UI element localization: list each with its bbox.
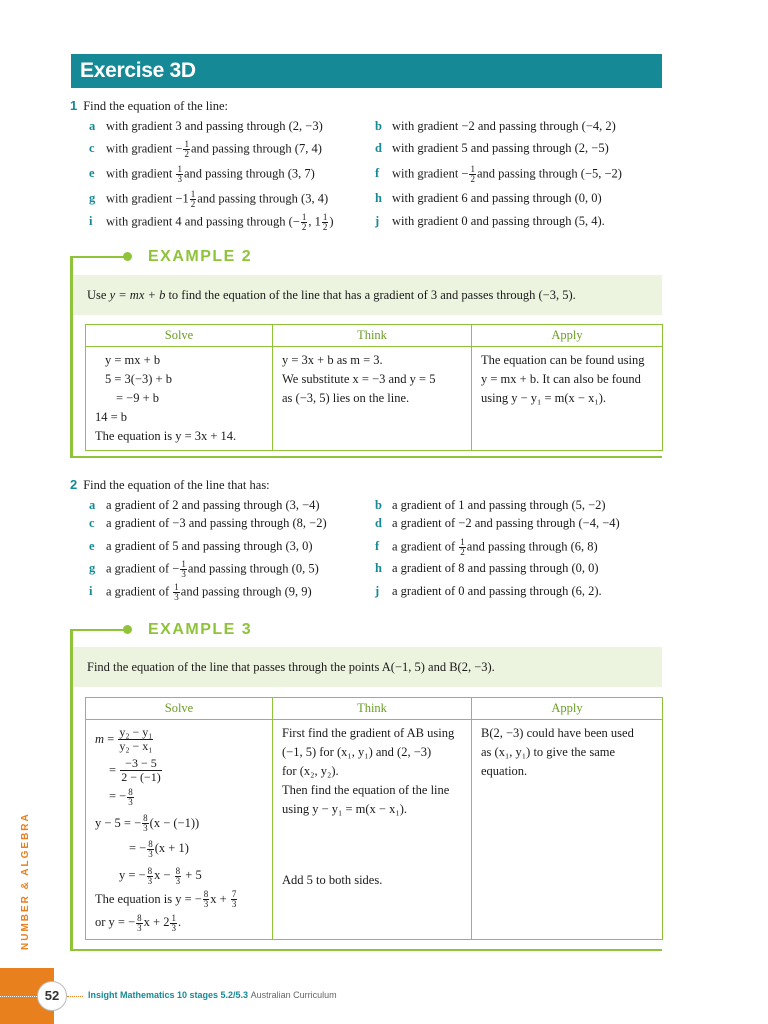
solve-line: = −9 + b [116, 391, 160, 405]
fraction: $\frac{1}{2}$ [470, 164, 475, 184]
think-line: Add 5 to both sides. [282, 873, 383, 887]
question-1-header [70, 98, 228, 114]
example-2-bottom-border [70, 456, 662, 458]
example-2-topline [70, 256, 128, 258]
solve-line: y = mx + b [105, 353, 161, 367]
question-number: 1 [70, 98, 78, 113]
question-part-h: h a gradient of 8 and passing through (0, 0) [375, 561, 599, 575]
question-part-a: a a gradient of 2 and passing through (3, −4) [89, 498, 320, 512]
part-label: h [375, 561, 382, 575]
example-3-topline [70, 629, 128, 631]
solve-line: = −3 − 5 2 − (−1) [109, 755, 161, 784]
example-3-table [85, 697, 663, 940]
question-part-e: e a gradient of 5 and passing through (3, 0) [89, 539, 313, 553]
apply-cell [472, 347, 663, 451]
think-line: as (−3, 5) lies on the line. [282, 391, 410, 405]
fraction: $\frac{1}{2}$ [184, 139, 189, 159]
apply-header: Apply [472, 325, 663, 347]
fraction: $\frac{1}{3}$ [181, 559, 186, 579]
fraction: $\frac{1}{3}$ [177, 164, 182, 184]
question-part-b: b a gradient of 1 and passing through (5, −2) [375, 498, 606, 512]
example-2-table [85, 324, 663, 451]
question-part-c: c a gradient of −3 and passing through (8, −2) [89, 516, 327, 530]
solve-line: 5 = 3(−3) + b [105, 372, 172, 386]
solve-header: Solve [86, 698, 273, 720]
question-part-e: e with gradient $\frac{1}{3}$ and passing through (3, 7) [89, 164, 315, 184]
example-2-title: EXAMPLE 2 [148, 248, 253, 265]
part-label: a [89, 119, 96, 133]
question-2-header [70, 477, 270, 493]
gradient-fraction: y₂ − y₁ y₂ − x₁ [119, 724, 153, 753]
question-part-h: h with gradient 6 and passing through (0, 0) [375, 191, 602, 205]
solve-header: Solve [86, 325, 273, 347]
strand-label: NUMBER & ALGEBRA [20, 812, 31, 950]
question-text: Find the equation of the line: [83, 99, 228, 113]
solve-line: The equation is y = − $\frac{8}{3}$ x + $\frac{7}{3}$ [95, 889, 237, 910]
solve-cell [86, 720, 273, 940]
question-part-a: a with gradient 3 and passing through (2, −3) [89, 119, 323, 133]
part-label: b [375, 119, 382, 133]
apply-line: as (x₁, y₁) to give the same [481, 745, 616, 759]
think-header: Think [273, 325, 472, 347]
solve-line: y = − $\frac{8}{3}$ x − $\frac{8}{3}$ + 5 [119, 865, 202, 886]
question-part-i: i a gradient of $\frac{1}{3}$ and passing through (9, 9) [89, 582, 312, 602]
part-label: g [89, 561, 96, 576]
think-cell [273, 347, 472, 451]
think-line: (−1, 5) for (x₁, y₁) and (2, −3) [282, 745, 432, 759]
example-3-title: EXAMPLE 3 [148, 621, 253, 638]
apply-line: B(2, −3) could have been used [481, 726, 634, 740]
part-label: g [89, 191, 96, 206]
think-line: We substitute x = −3 and y = 5 [282, 372, 436, 386]
solve-line: 14 = b [95, 410, 128, 424]
solve-line: m = y₂ − y₁ y₂ − x₁ [95, 724, 153, 753]
part-label: c [89, 516, 95, 530]
solve-cell [86, 347, 273, 451]
fraction: $\frac{1}{2}$ [460, 537, 465, 557]
question-part-d: d with gradient 5 and passing through (2, −5) [375, 141, 609, 155]
example-3-bottom-border [70, 949, 662, 951]
part-label: c [89, 141, 95, 156]
question-part-b: b with gradient −2 and passing through (−4, 2) [375, 119, 616, 133]
question-part-j: j with gradient 0 and passing through (5, 4). [375, 214, 605, 228]
think-line: y = 3x + b as m = 3. [282, 353, 383, 367]
question-part-j: j a gradient of 0 and passing through (6, 2). [375, 584, 602, 598]
example-3-problem: Find the equation of the line that passes through the points A(−1, 5) and B(2, −3). [73, 647, 662, 687]
apply-cell [472, 720, 663, 940]
question-number: 2 [70, 477, 78, 492]
think-line: First find the gradient of AB using [282, 726, 455, 740]
fraction: $\frac{1}{2}$ [301, 212, 307, 232]
part-label: e [89, 539, 95, 553]
think-line: for (x₂, y₂). [282, 764, 339, 778]
fraction: $\frac{1}{2}$ [322, 212, 328, 232]
question-part-f: f with gradient − $\frac{1}{2}$ and passing through (−5, −2) [375, 164, 622, 184]
solve-line: = − $\frac{8}{3}$ [109, 786, 133, 807]
question-part-f: f a gradient of $\frac{1}{2}$ and passing through (6, 8) [375, 537, 598, 557]
part-label: j [375, 214, 380, 228]
think-line: using y − y₁ = m(x − x₁). [282, 802, 407, 816]
footer-dots [0, 996, 37, 997]
part-label: e [89, 166, 95, 181]
apply-header: Apply [472, 698, 663, 720]
example-3-dot-icon [123, 625, 132, 634]
part-label: d [375, 141, 382, 155]
part-label: i [89, 214, 93, 229]
think-cell [273, 720, 472, 940]
part-label: h [375, 191, 382, 205]
part-label: b [375, 498, 382, 512]
part-label: d [375, 516, 382, 530]
question-part-g: g with gradient −1 $\frac{1}{2}$ and passing through (3, 4) [89, 189, 329, 209]
think-header: Think [273, 698, 472, 720]
example-2-dot-icon [123, 252, 132, 261]
apply-line: equation. [481, 764, 528, 778]
page-number: 52 [37, 981, 67, 1011]
solve-line: = − $\frac{8}{3}$ (x + 1) [129, 838, 189, 859]
fraction: $\frac{1}{2}$ [190, 189, 196, 209]
exercise-title: Exercise 3D [71, 54, 662, 88]
question-part-i: i with gradient 4 and passing through (− $\frac{1}{2}$ , 1 $\frac{1}{2}$ ) [89, 212, 334, 232]
footer-dots [67, 996, 83, 997]
question-part-g: g a gradient of − $\frac{1}{3}$ and passing through (0, 5) [89, 559, 319, 579]
question-text: Find the equation of the line that has: [83, 478, 270, 492]
question-part-d: d a gradient of −2 and passing through (−4, −4) [375, 516, 620, 530]
gradient-fraction: −3 − 5 2 − (−1) [121, 755, 161, 784]
solve-line: The equation is y = 3x + 14. [95, 429, 237, 443]
part-label: j [375, 584, 380, 598]
footer-book-title: Insight Mathematics 10 stages 5.2/5.3 Australian Curriculum [88, 990, 337, 1000]
solve-line: or y = − $\frac{8}{3}$ x + 2 $\frac{1}{3}$ . [95, 912, 182, 933]
apply-line: The equation can be found using [481, 353, 645, 367]
apply-line: using y − y₁ = m(x − x₁). [481, 391, 606, 405]
part-label: f [375, 539, 380, 554]
think-line: Then find the equation of the line [282, 783, 450, 797]
fraction: $\frac{1}{3}$ [174, 582, 179, 602]
apply-line: y = mx + b. It can also be found [481, 372, 641, 386]
solve-line: y − 5 = − $\frac{8}{3}$ (x − (−1)) [95, 813, 200, 834]
question-part-c: c with gradient − $\frac{1}{2}$ and passing through (7, 4) [89, 139, 322, 159]
example-2-problem: Use y = mx + b to find the equation of the line that has a gradient of 3 and passes through (−3, 5). [73, 275, 662, 315]
part-label: i [89, 584, 93, 599]
part-label: f [375, 166, 380, 181]
part-label: a [89, 498, 96, 512]
